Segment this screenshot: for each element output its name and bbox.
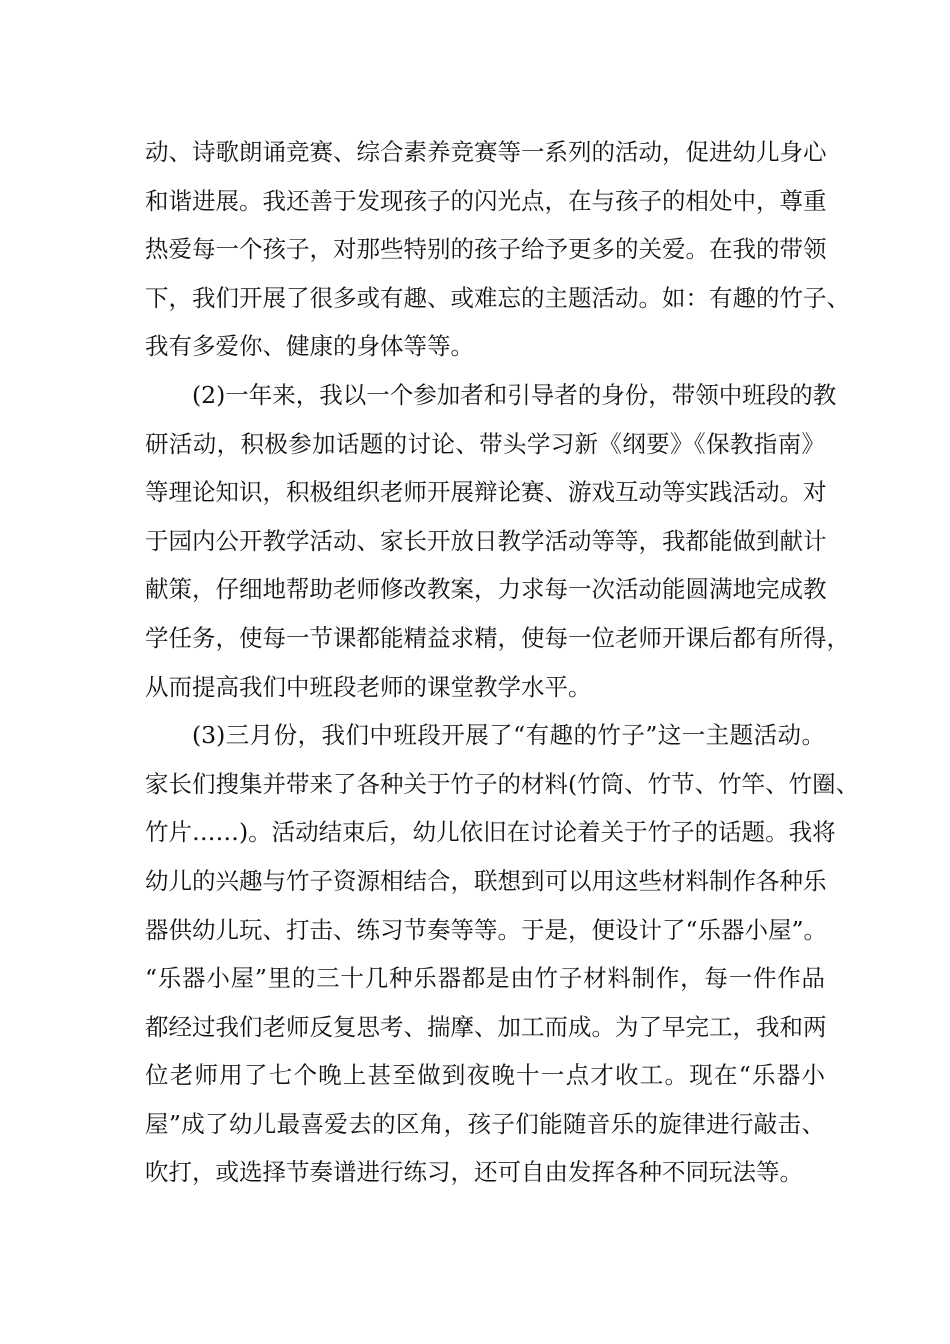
text-line: 竹片……)。活动结束后，幼儿依旧在讨论着关于竹子的话题。我将 (145, 818, 836, 847)
text-line: 都经过我们老师反复思考、揣摩、加工而成。为了早完工，我和两 (145, 1012, 827, 1041)
text-line: 热爱每一个孩子，对那些特别的孩子给予更多的关爱。在我的带领 (145, 235, 827, 264)
text-line: 动、诗歌朗诵竞赛、综合素养竞赛等一系列的活动，促进幼儿身心 (145, 138, 827, 166)
text-line: 位老师用了七个晚上甚至做到夜晚十一点才收工。现在“乐器小 (145, 1061, 825, 1090)
text-line: 我有多爱你、健康的身体等等。 (145, 332, 474, 361)
text-line: 和谐进展。我还善于发现孩子的闪光点，在与孩子的相处中，尊重 (145, 186, 827, 215)
text-line: 献策，仔细地帮助老师修改教案，力求每一次活动能圆满地完成教 (145, 575, 827, 604)
text-line: 屋”成了幼儿最喜爱去的区角，孩子们能随音乐的旋律进行敲击、 (145, 1109, 825, 1138)
text-line: 家长们搜集并带来了各种关于竹子的材料(竹筒、竹节、竹竿、竹圈、 (145, 769, 860, 798)
text-line: 器供幼儿玩、打击、练习节奏等等。于是，便设计了“乐器小屋”。 (145, 915, 828, 944)
text-line: 吹打，或选择节奏谱进行练习，还可自由发挥各种不同玩法等。 (145, 1158, 803, 1187)
text-line: (3)三月份，我们中班段开展了“有趣的竹子”这一主题活动。 (192, 721, 825, 750)
text-line: 下，我们开展了很多或有趣、或难忘的主题活动。如：有趣的竹子、 (145, 283, 850, 312)
text-line: 研活动，积极参加话题的讨论、带头学习新《纲要》《保教指南》 (145, 429, 825, 458)
text-line: “乐器小屋”里的三十几种乐器都是由竹子材料制作，每一件作品 (145, 964, 825, 993)
text-line: (2)一年来，我以一个参加者和引导者的身份，带领中班段的教 (192, 380, 837, 409)
text-line: 等理论知识，积极组织老师开展辩论赛、游戏互动等实践活动。对 (145, 478, 827, 507)
text-line: 于园内公开教学活动、家长开放日教学活动等等，我都能做到献计 (145, 526, 827, 555)
body-text (145, 128, 860, 1197)
text-line: 学任务，使每一节课都能精益求精，使每一位老师开课后都有所得， (145, 623, 850, 652)
text-line: 从而提高我们中班段老师的课堂教学水平。 (145, 672, 592, 701)
text-line: 幼儿的兴趣与竹子资源相结合，联想到可以用这些材料制作各种乐 (145, 866, 827, 895)
